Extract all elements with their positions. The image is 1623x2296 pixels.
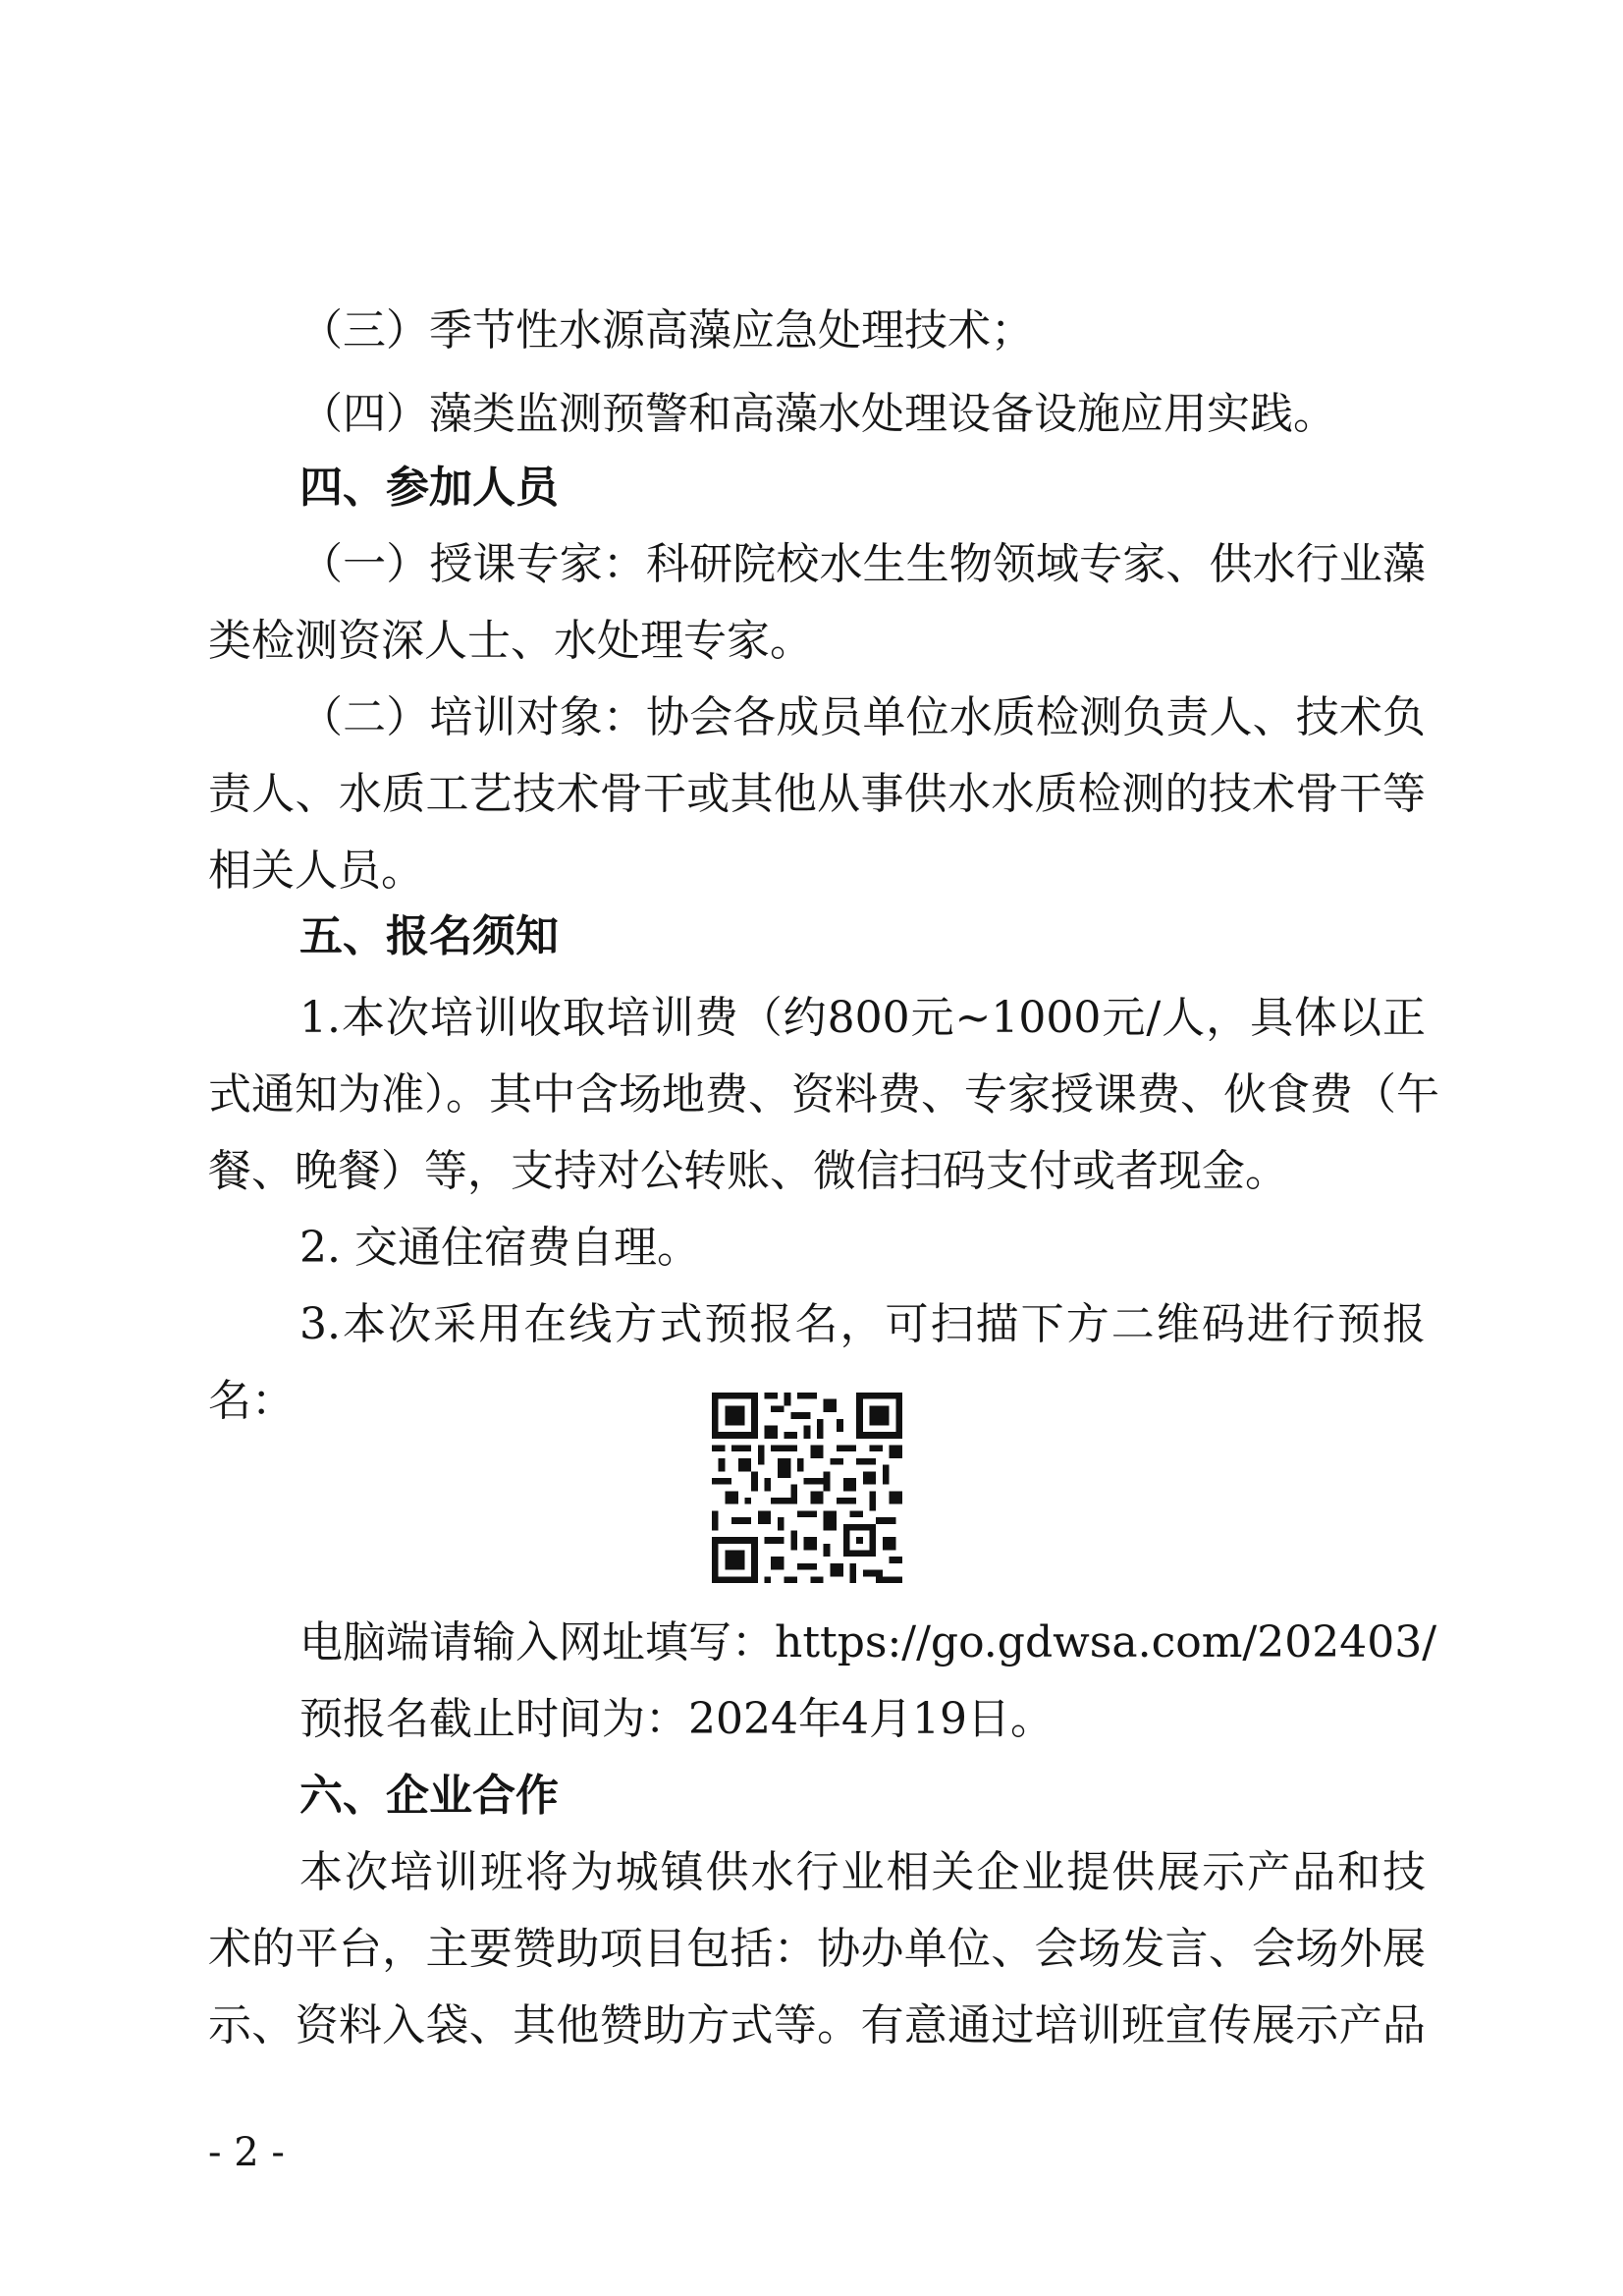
paragraph-trainees-line-3: 相关人员。 xyxy=(208,846,424,896)
paragraph-cooperation-line-1: 本次培训班将为城镇供水行业相关企业提供展示产品和技 xyxy=(299,1847,1426,1897)
section-heading-registration: 五、报名须知 xyxy=(299,911,559,961)
paragraph-experts-line-2: 类检测资深人士、水处理专家。 xyxy=(208,616,813,666)
paragraph-fee-line-1: 1.本次培训收取培训费（约800元~1000元/人，具体以正 xyxy=(299,993,1426,1043)
paragraph-trainees-line-2: 责人、水质工艺技术骨干或其他从事供水水质检测的技术骨干等 xyxy=(208,769,1426,819)
paragraph-fee-line-2: 式通知为准）。其中含场地费、资料费、专家授课费、伙食费（午 xyxy=(208,1069,1439,1120)
qr-code-icon[interactable] xyxy=(712,1393,902,1583)
paragraph-transport: 2. 交通住宿费自理。 xyxy=(299,1223,700,1273)
section-heading-cooperation: 六、企业合作 xyxy=(299,1771,559,1821)
section-heading-participants: 四、参加人员 xyxy=(299,463,559,513)
registration-url-line: 电脑端请输入网址填写：https://go.gdwsa.com/202403/ xyxy=(299,1617,1437,1667)
paragraph-online-line-1: 3.本次采用在线方式预报名，可扫描下方二维码进行预报 xyxy=(299,1299,1426,1349)
list-item-4: （四）藻类监测预警和高藻水处理设备设施应用实践。 xyxy=(299,389,1336,439)
paragraph-experts-line-1: （一）授课专家：科研院校水生生物领域专家、供水行业藻 xyxy=(299,539,1426,589)
paragraph-cooperation-line-3: 示、资料入袋、其他赞助方式等。有意通过培训班宣传展示产品 xyxy=(208,2000,1426,2050)
registration-deadline: 预报名截止时间为：2024年4月19日。 xyxy=(299,1694,1054,1744)
paragraph-fee-line-3: 餐、晚餐）等，支持对公转账、微信扫码支付或者现金。 xyxy=(208,1146,1288,1196)
list-item-3: （三）季节性水源高藻应急处理技术； xyxy=(299,305,1034,355)
page-number: - 2 - xyxy=(208,2130,285,2175)
paragraph-trainees-line-1: （二）培训对象：协会各成员单位水质检测负责人、技术负 xyxy=(299,692,1426,742)
paragraph-cooperation-line-2: 术的平台，主要赞助项目包括：协办单位、会场发言、会场外展 xyxy=(208,1924,1426,1974)
paragraph-online-line-2: 名： xyxy=(208,1376,295,1426)
